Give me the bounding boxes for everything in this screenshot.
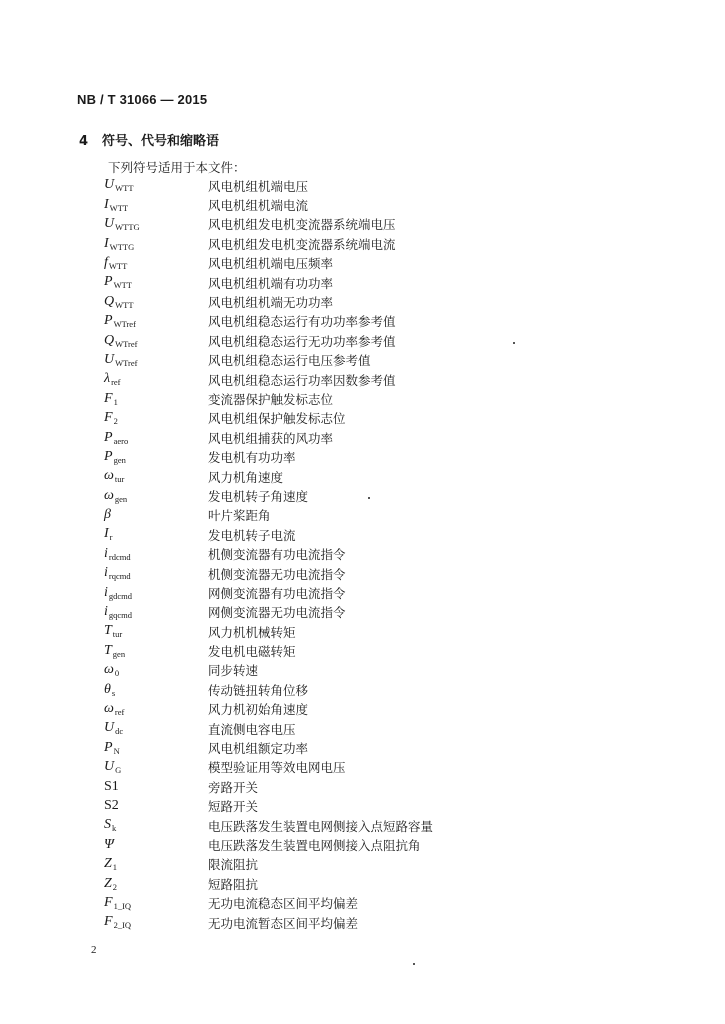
symbol-description: 风电机组稳态运行有功功率参考值 <box>208 314 396 330</box>
symbol-notation <box>104 780 208 795</box>
symbol-subscript: 1 <box>112 862 118 873</box>
symbol-row <box>104 835 624 854</box>
symbol-main: U <box>104 351 115 367</box>
symbol-notation <box>104 644 208 659</box>
section-heading <box>79 130 219 149</box>
symbol-main: F <box>104 894 113 910</box>
symbol-subscript: WTT <box>108 261 128 271</box>
symbol-description: 风力机初始角速度 <box>208 702 309 718</box>
symbol-row <box>104 506 624 525</box>
symbol-subscript: WTT <box>113 280 132 291</box>
symbol-notation <box>104 877 208 892</box>
symbol-description: 发电机转子角速度 <box>208 488 309 504</box>
symbol-notation <box>104 450 208 465</box>
symbol-notation <box>104 178 208 193</box>
symbol-notation <box>104 624 208 639</box>
symbol-main: I <box>104 196 109 212</box>
symbol-subscript: s <box>111 687 116 698</box>
symbol-description: 风电机组发电机变流器系统端电流 <box>208 236 396 252</box>
symbol-subscript: dc <box>115 726 124 737</box>
symbol-description: 变流器保护触发标志位 <box>208 391 334 407</box>
symbol-notation <box>104 896 208 911</box>
symbol-subscript: gdcmd <box>108 590 133 601</box>
symbol-row <box>104 544 624 563</box>
symbol-subscript: tur <box>112 629 123 640</box>
symbol-description: 风电机组发电机变流器系统端电压 <box>208 217 396 233</box>
symbol-notation <box>104 275 208 290</box>
symbol-main: S2 <box>104 797 119 813</box>
symbol-subscript: r <box>109 532 113 543</box>
symbol-notation <box>104 760 208 775</box>
symbol-row <box>104 913 624 932</box>
symbol-row <box>104 176 624 195</box>
symbol-main: P <box>104 429 113 445</box>
symbol-subscript: 2 <box>113 416 118 427</box>
symbol-main: Z <box>104 856 112 872</box>
symbol-row <box>104 292 624 311</box>
symbol-main: Ψ <box>104 836 114 852</box>
symbol-description: 风电机组捕获的风功率 <box>208 430 334 446</box>
symbol-description: 风电机组稳态运行功率因数参考值 <box>208 372 396 388</box>
symbol-description: 网侧变流器无功电流指令 <box>208 605 346 621</box>
symbol-row <box>104 254 624 273</box>
symbol-main: P <box>104 739 113 755</box>
symbol-subscript: gen <box>113 454 126 465</box>
symbol-row <box>104 467 624 486</box>
symbol-notation <box>104 857 208 872</box>
symbol-notation <box>104 527 208 542</box>
symbol-description: 电压跌落发生装置电网侧接入点短路容量 <box>208 818 434 834</box>
symbol-subscript: 2_IQ <box>113 920 132 931</box>
symbol-main: ω <box>104 700 114 716</box>
symbol-main: U <box>104 720 115 736</box>
symbol-row <box>104 370 624 389</box>
symbol-notation <box>104 508 208 523</box>
symbol-subscript: WTref <box>115 338 138 349</box>
symbol-row <box>104 641 624 660</box>
symbol-description: 电压跌落发生装置电网侧接入点阻抗角 <box>208 837 421 853</box>
symbol-row <box>104 409 624 428</box>
symbol-description: 短路阻抗 <box>208 876 259 892</box>
symbol-notation <box>104 314 208 329</box>
symbol-row <box>104 273 624 292</box>
symbol-subscript: WTT <box>109 202 129 213</box>
symbol-subscript: 1 <box>113 396 118 407</box>
symbol-subscript: WTref <box>113 319 136 330</box>
symbol-notation <box>104 741 208 756</box>
symbol-main: F <box>104 410 113 426</box>
scan-speck <box>513 342 515 344</box>
symbol-subscript: ref <box>111 377 121 388</box>
symbol-notation <box>104 217 208 232</box>
symbol-main: β <box>104 507 111 523</box>
symbol-main: i <box>104 584 108 600</box>
symbol-subscript: G <box>115 765 122 776</box>
symbol-row <box>104 738 624 757</box>
symbol-row <box>104 661 624 680</box>
page-number: 2 <box>91 944 97 956</box>
symbol-main: F <box>104 390 113 406</box>
symbol-row <box>104 351 624 370</box>
symbol-row <box>104 603 624 622</box>
symbol-main: F <box>104 914 113 930</box>
symbol-main: θ <box>104 681 111 697</box>
symbol-notation <box>104 334 208 349</box>
symbol-main: P <box>104 313 113 329</box>
symbol-row <box>104 389 624 408</box>
symbol-subscript: 1_IQ <box>113 900 132 911</box>
symbol-description: 短路开关 <box>208 799 259 815</box>
symbol-description: 旁路开关 <box>208 779 259 795</box>
symbol-row <box>104 234 624 253</box>
symbol-notation <box>104 411 208 426</box>
symbol-description: 发电机有功功率 <box>208 450 296 466</box>
symbol-description: 风电机组保护触发标志位 <box>208 411 346 427</box>
symbol-subscript: gqcmd <box>108 610 133 621</box>
symbol-notation <box>104 915 208 930</box>
symbol-subscript: 2 <box>112 881 118 892</box>
symbol-row <box>104 428 624 447</box>
symbol-subscript: WTTG <box>109 241 135 252</box>
symbol-main: I <box>104 526 109 542</box>
symbol-subscript: tur <box>114 474 125 485</box>
symbol-notation <box>104 566 208 581</box>
symbol-description: 无功电流稳态区间平均偏差 <box>208 896 359 912</box>
document-header: NB / T 31066 — 2015 <box>77 92 208 107</box>
symbol-row <box>104 564 624 583</box>
symbol-description: 发电机转子电流 <box>208 527 296 543</box>
symbol-subscript: N <box>113 745 120 756</box>
symbol-description: 风力机角速度 <box>208 469 284 485</box>
symbol-subscript: rqcmd <box>108 571 131 582</box>
symbol-subscript: k <box>112 823 117 834</box>
symbol-main: Z <box>104 875 112 891</box>
symbol-notation <box>104 547 208 562</box>
symbol-row <box>104 486 624 505</box>
symbol-notation <box>104 799 208 814</box>
scan-speck <box>413 963 415 965</box>
symbol-notation <box>104 702 208 717</box>
symbol-list <box>104 176 624 932</box>
symbol-main: S1 <box>104 778 119 794</box>
symbol-subscript: 0 <box>114 668 120 679</box>
symbol-subscript: WTref <box>115 357 138 368</box>
symbol-row <box>104 447 624 466</box>
symbol-subscript: WTT <box>115 299 134 310</box>
symbol-notation <box>104 256 208 271</box>
symbol-row <box>104 816 624 835</box>
symbol-subscript: ref <box>114 706 125 717</box>
symbol-notation <box>104 489 208 504</box>
symbol-notation <box>104 392 208 407</box>
section-number: 4 <box>79 134 89 149</box>
symbol-description: 叶片桨距角 <box>208 508 271 524</box>
symbol-description: 风电机组机端有功功率 <box>208 275 334 291</box>
symbol-description: 风电机组机端无功功率 <box>208 295 334 311</box>
symbol-main: ω <box>104 662 114 678</box>
symbol-notation <box>104 605 208 620</box>
symbol-row <box>104 680 624 699</box>
intro-text: 下列符号适用于本文件： <box>108 160 246 175</box>
symbol-row <box>104 622 624 641</box>
symbol-description: 机侧变流器有功电流指令 <box>208 547 346 563</box>
symbol-main: λ <box>104 371 111 387</box>
symbol-description: 发电机电磁转矩 <box>208 644 296 660</box>
symbol-main: P <box>104 448 113 464</box>
symbol-row <box>104 700 624 719</box>
symbol-main: T <box>104 642 112 658</box>
symbol-row <box>104 797 624 816</box>
symbol-main: f <box>104 255 108 270</box>
symbol-row <box>104 331 624 350</box>
symbol-notation <box>104 663 208 678</box>
symbol-notation <box>104 469 208 484</box>
symbol-subscript: aero <box>113 435 129 446</box>
symbol-notation <box>104 818 208 833</box>
symbol-row <box>104 758 624 777</box>
symbol-main: S <box>104 817 111 833</box>
symbol-description: 风电机组机端电压频率 <box>208 256 334 272</box>
scan-speck <box>368 497 370 499</box>
symbol-description: 传动链扭转角位移 <box>208 682 309 698</box>
symbol-description: 同步转速 <box>208 663 259 679</box>
symbol-subscript: WTTG <box>115 222 140 233</box>
symbol-description: 风电机组机端电流 <box>208 198 309 214</box>
symbol-description: 机侧变流器无功电流指令 <box>208 566 346 582</box>
symbol-notation <box>104 683 208 698</box>
symbol-row <box>104 855 624 874</box>
symbol-notation <box>104 431 208 446</box>
symbol-description: 限流阻抗 <box>208 857 259 873</box>
symbol-main: T <box>104 623 112 639</box>
symbol-main: ω <box>104 487 114 503</box>
symbol-main: i <box>104 604 108 620</box>
symbol-row <box>104 215 624 234</box>
symbol-row <box>104 719 624 738</box>
symbol-description: 直流侧电容电压 <box>208 721 296 737</box>
symbol-row <box>104 312 624 331</box>
section-title: 符号、代号和缩略语 <box>102 134 220 149</box>
symbol-description: 网侧变流器有功电流指令 <box>208 585 346 601</box>
symbol-description: 风力机机械转矩 <box>208 624 296 640</box>
symbol-row <box>104 777 624 796</box>
symbol-notation <box>104 353 208 368</box>
symbol-main: i <box>104 545 108 561</box>
symbol-row <box>104 583 624 602</box>
symbol-description: 无功电流暂态区间平均偏差 <box>208 915 359 931</box>
symbol-subscript: WTT <box>115 183 134 194</box>
symbol-description: 模型验证用等效电网电压 <box>208 760 346 776</box>
symbol-notation <box>104 198 208 213</box>
symbol-subscript: rdcmd <box>108 551 131 562</box>
symbol-main: U <box>104 216 115 232</box>
symbol-main: Q <box>104 293 115 309</box>
symbol-subscript: gen <box>114 493 128 504</box>
symbol-description: 风电机组稳态运行电压参考值 <box>208 353 371 369</box>
symbol-row <box>104 893 624 912</box>
symbol-description: 风电机组机端电压 <box>208 178 309 194</box>
symbol-subscript: gen <box>112 648 126 659</box>
symbol-main: P <box>104 274 113 290</box>
symbol-description: 风电机组额定功率 <box>208 741 309 757</box>
symbol-notation <box>104 237 208 252</box>
symbol-description: 风电机组稳态运行无功功率参考值 <box>208 333 396 349</box>
symbol-notation <box>104 372 208 387</box>
symbol-notation <box>104 295 208 310</box>
symbol-row <box>104 525 624 544</box>
symbol-main: i <box>104 565 108 581</box>
symbol-row <box>104 195 624 214</box>
symbol-row <box>104 874 624 893</box>
symbol-notation <box>104 838 208 853</box>
symbol-main: Q <box>104 332 115 348</box>
symbol-main: U <box>104 177 115 193</box>
symbol-main: U <box>104 759 115 775</box>
symbol-main: ω <box>104 468 114 484</box>
symbol-main: I <box>104 235 109 251</box>
symbol-notation <box>104 586 208 601</box>
symbol-notation <box>104 721 208 736</box>
